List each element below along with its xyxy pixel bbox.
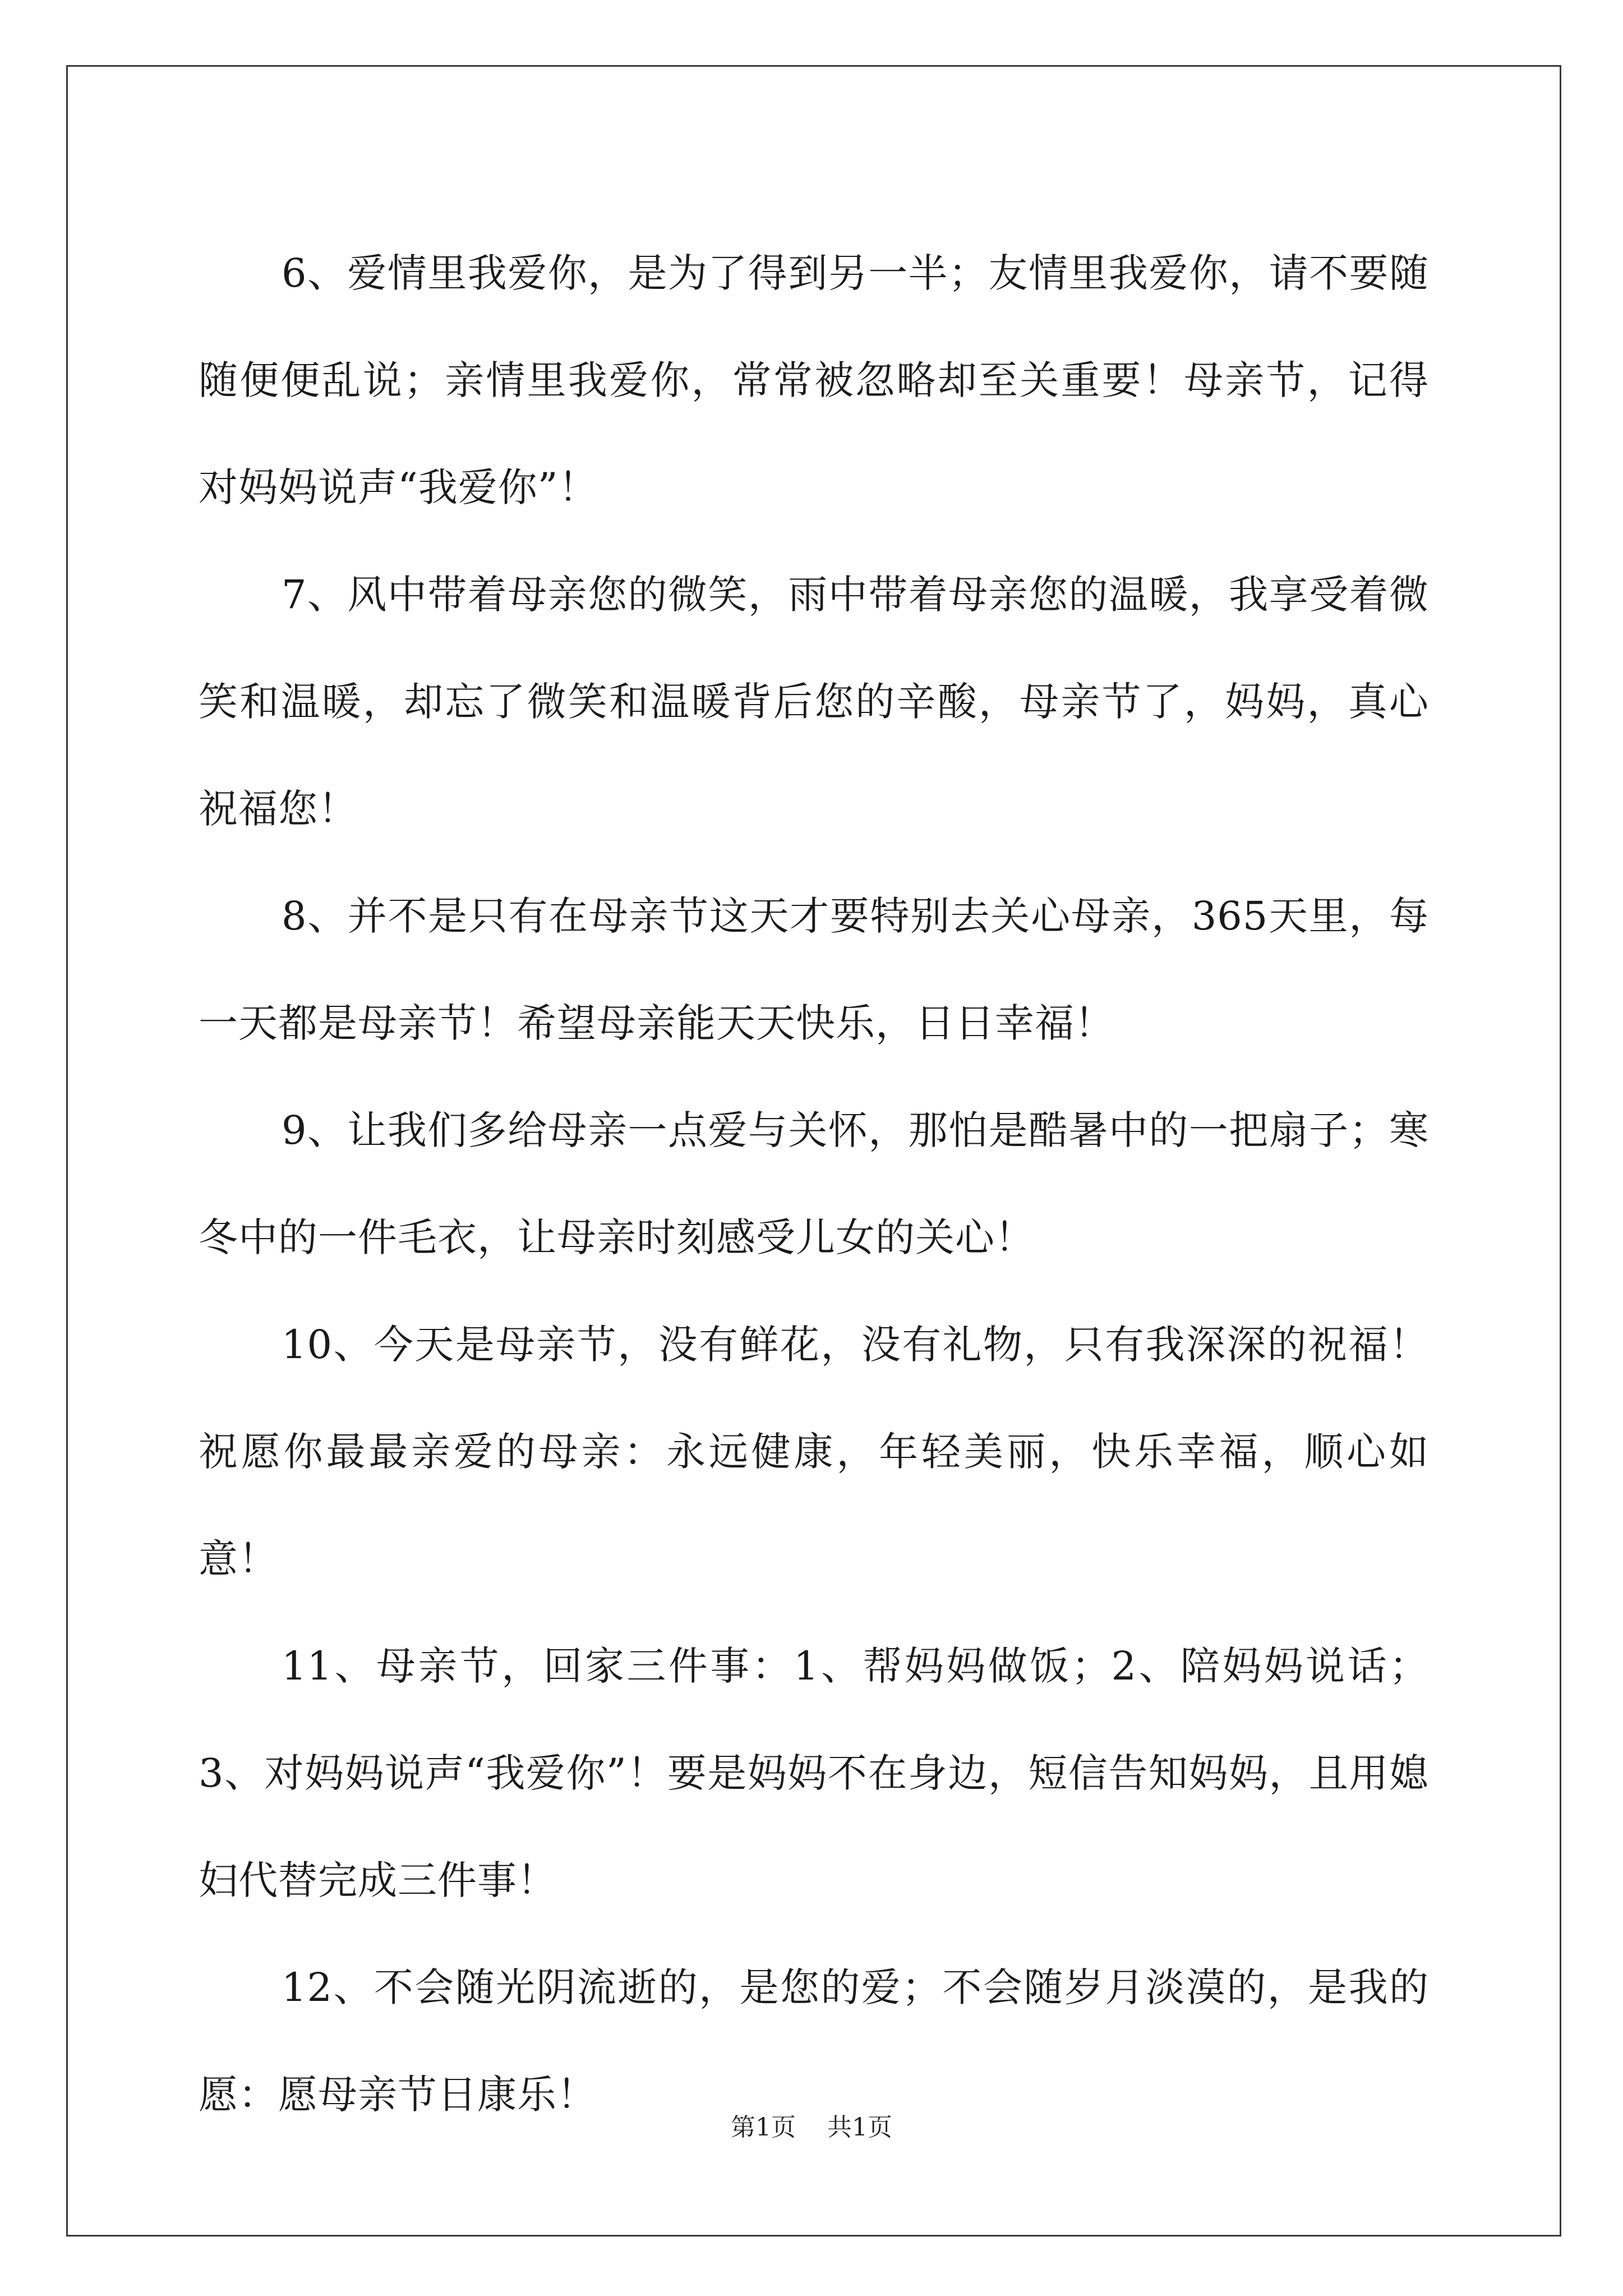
paragraph-12: 12、不会随光阴流逝的，是您的爱；不会随岁月淡漠的，是我的愿：愿母亲节日康乐！ [199, 1964, 1429, 2118]
paragraph-10: 10、今天是母亲节，没有鲜花，没有礼物，只有我深深的祝福！祝愿你最最亲爱的母亲：永远健康，年轻美丽，快乐幸福，顺心如意！ [199, 1322, 1429, 1582]
document-body [199, 220, 1429, 2148]
paragraph-11: 11、母亲节，回家三件事：1、帮妈妈做饭；2、陪妈妈说话；3、对妈妈说声“我爱你”！要是妈妈不在身边，短信告知妈妈，且用媳妇代替完成三件事！ [199, 1643, 1429, 1903]
paragraph-7: 7、风中带着母亲您的微笑，雨中带着母亲您的温暖，我享受着微笑和温暖，却忘了微笑和温暖背后您的辛酸，母亲节了，妈妈，真心祝福您！ [199, 572, 1429, 832]
paragraph-9: 9、让我们多给母亲一点爱与关怀，那怕是酷暑中的一把扇子；寒冬中的一件毛衣，让母亲时刻感受儿女的关心！ [199, 1107, 1429, 1260]
page-number-current: 第1页 [731, 2113, 796, 2142]
paragraph-6: 6、爱情里我爱你，是为了得到另一半；友情里我爱你，请不要随随便便乱说；亲情里我爱你，常常被忽略却至关重要！母亲节，记得对妈妈说声“我爱你”！ [199, 250, 1429, 510]
paragraph-8: 8、并不是只有在母亲节这天才要特别去关心母亲，365天里，每一天都是母亲节！希望母亲能天天快乐，日日幸福！ [199, 893, 1429, 1046]
page-footer [0, 2107, 1623, 2143]
page-number-total: 共1页 [827, 2113, 892, 2142]
